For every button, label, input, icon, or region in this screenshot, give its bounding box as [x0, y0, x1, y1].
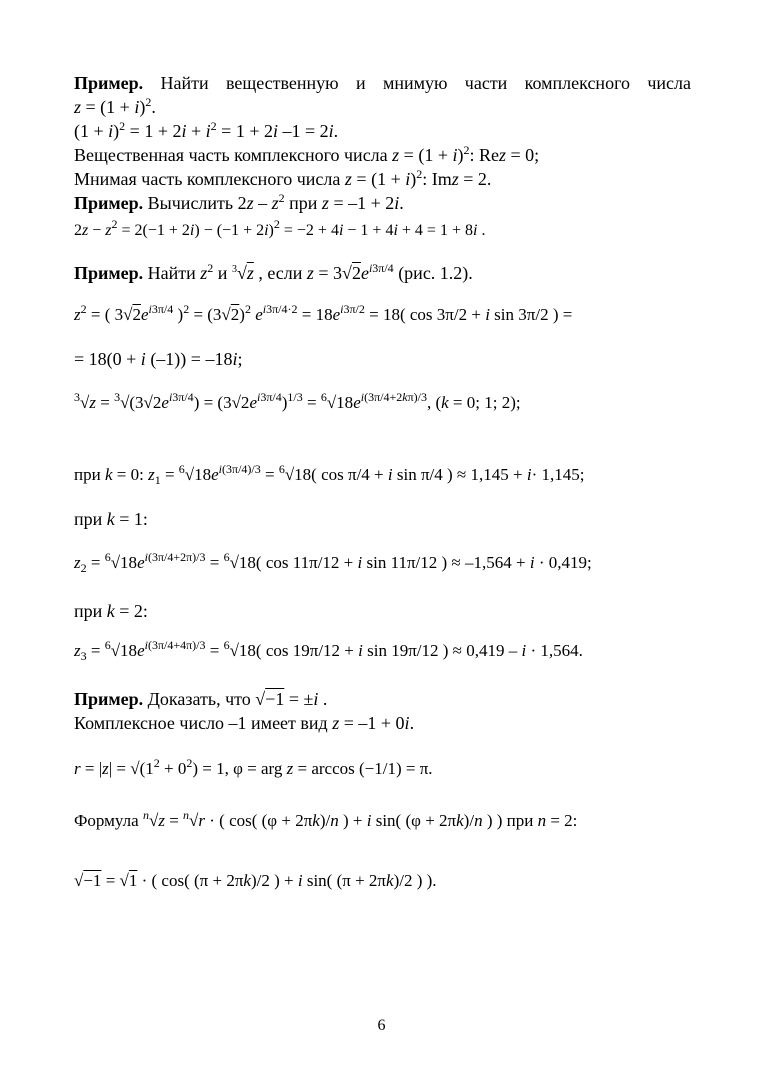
line-2	[74, 96, 156, 118]
line-18: Комплексное число –1 имеет вид z = –1 + 0i.	[74, 713, 415, 733]
formula-line-14: $z_2 = ^6√18e^{i(3\pi/4+2\pi)/3} = ^6√18$( cos 11π/12 + i sin 11π/12 ) ≈ –1,564 + i · 0,419;	[74, 550, 592, 575]
line-15: при k = 2:	[74, 601, 148, 621]
page-number: 6	[377, 1017, 386, 1034]
example-label: Пример.	[74, 689, 144, 709]
example-2-heading: Пример. Вычислить $2z - z^2$ при z = –1 + 2i.	[74, 191, 404, 213]
line-13: при k = 1:	[74, 509, 148, 529]
line-4: Вещественная часть комплексного числа $z = (1 + i)^2$: Rez = 0;	[74, 143, 540, 165]
formula-line-20: Формула $^n$√z = $^n$√r · ( cos( (φ + 2πk)/n ) + i sin( (φ + 2πk)/n ) ) при n = 2:	[74, 808, 578, 830]
example-3-heading: Пример. Найти $z^2$ и $^3$√z , если $z = 3√2e^{i3\pi/4}$ (рис. 1.2).	[74, 261, 473, 283]
line-5: Мнимая часть комплексного числа $z = (1 + i)^2$: Imz = 2.	[74, 167, 492, 189]
example-1-heading	[74, 72, 691, 94]
formula-line-9: $z^2$ = ( $3√2e^{i3\pi/4}$ )$^2 = (3√2)^2$ $e^{i3\pi/4\cdot 2} = 18e^{i3\pi/2} = 18$( cos 3π/2 + i sin 3π/2 ) =	[74, 302, 573, 324]
formula-line-16: $z_3 = ^6√18e^{i(3\pi/4+4\pi)/3} = ^6√18$( cos 19π/12 + i sin 19π/12 ) ≈ 0,419 – i · 1,564.	[74, 638, 583, 663]
formula-line-11: $^3√z = ^3√(3√2e^{i3\pi/4}) = (3√2e^{i3\pi/4})^{1/3} = ^6√18e^{i(3\pi/4+2k\pi)/3}$, (k = 0; 1; 2);	[74, 390, 521, 412]
line-2-visual: $z = (1 + i)^2$.	[74, 95, 156, 117]
example-label: Пример.	[74, 263, 144, 283]
example-1-task: Найти вещественную и мнимую части комплексного числа	[160, 73, 691, 93]
line-3: $(1 + i)^2 = 1 + 2i + i^2 = 1 + 2i$ –1 = 2i.	[74, 119, 339, 141]
example-label: Пример.	[74, 73, 144, 93]
formula-line-7: $2z - z^2 = 2(-1 + 2i) - (-1 + 2i)^2 = -2 + 4i - 1 + 4i + 4 = 1 + 8i$ .	[74, 217, 486, 239]
formula-line-19: $r = |z| = √(1^2 + 0^2) = 1$, φ = arg z = arccos (−1/1) = π.	[74, 756, 433, 778]
formula-line-12: при k = 0: $z_1 = ^6√18e^{i(3\pi/4)/3} = ^6√18$( cos π/4 + i sin π/4 ) ≈ 1,145 + i· 1,145;	[74, 462, 585, 487]
formula-line-21: √−1 = √1 · ( cos( (π + 2πk)/2 ) + i sin( (π + 2πk)/2 ) ).	[74, 871, 437, 890]
example-4-heading: Пример. Доказать, что √−1 = ±i .	[74, 689, 328, 709]
example-label: Пример.	[74, 193, 144, 213]
line-10: = 18(0 + i (–1)) = –18i;	[74, 349, 243, 369]
